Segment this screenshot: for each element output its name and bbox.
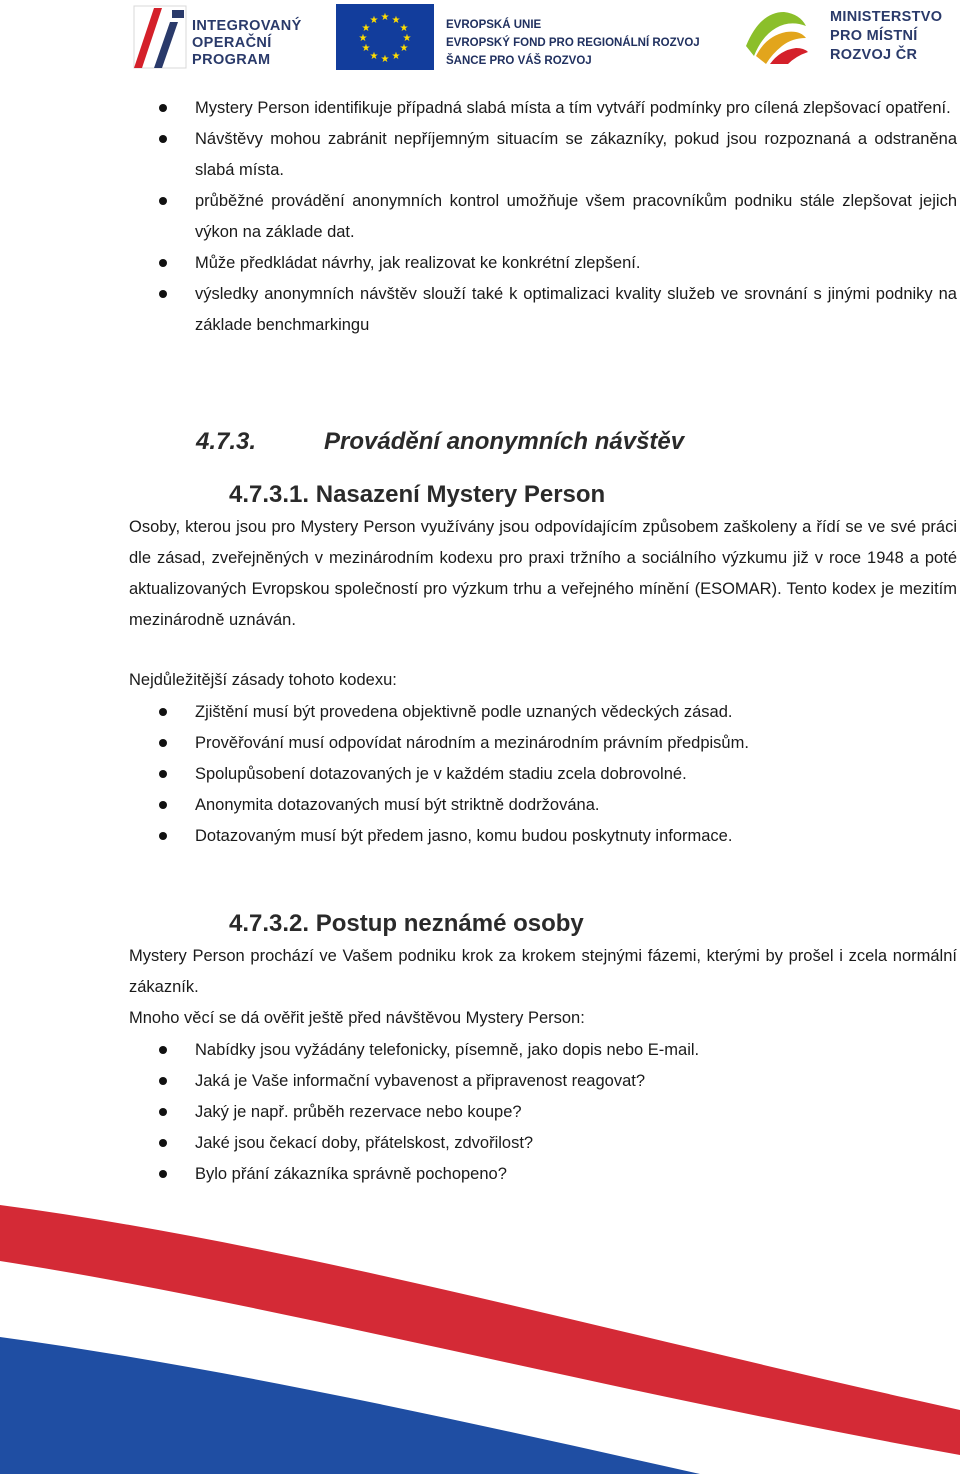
bullet-icon [159,1046,167,1054]
bullet-icon [159,290,167,298]
svg-text:★: ★ [380,12,390,23]
bullet-icon [159,104,167,112]
list-item [129,821,957,852]
bullet-icon [159,259,167,267]
list-item [129,124,957,186]
svg-text:★: ★ [391,15,401,26]
subsection-2-body [129,941,957,1034]
svg-text:★: ★ [358,33,368,44]
subsection-heading: 4.7.3.1. Nasazení Mystery Person [229,481,606,508]
iop-logo-text [192,18,302,69]
subsection-paragraph: Osoby, kterou jsou pro Mystery Person využívány jsou odpovídajícím způsobem zaškoleny a řídí se ve své práci dle zásad, zveřejněných v mezinárodním kodexu pro praxi tržního a sociálního výzkumu již v roce 1948 a poté aktualizovaných Evropskou společností pro výzkum trhu a veřejného mínění (ESOMAR). Tento kodex je mezitím mezinárodně uznáván. [129,518,957,629]
mmr-logo-line: MINISTERSTVO [830,9,943,25]
mmr-emblem-icon [740,6,812,68]
iop-logo [132,4,307,70]
svg-text:★: ★ [369,51,379,62]
principles-intro [129,665,957,696]
list-item [129,1066,957,1097]
list-item [129,1128,957,1159]
svg-text:★: ★ [402,33,412,44]
mmr-logo-line: ROZVOJ ČR [830,47,918,63]
bullet-icon [159,770,167,778]
svg-text:★: ★ [399,43,409,54]
benefits-list [129,93,957,341]
bullet-icon [159,1139,167,1147]
iop-emblem-icon [132,4,188,70]
benefits-section [129,93,957,341]
list-item [129,759,957,790]
list-item-text: Jaký je např. průběh rezervace nebo koupe? [195,1103,522,1121]
subsection-1-body [129,512,957,636]
list-item-text: výsledky anonymních návštěv slouží také k optimalizaci kvality služeb ve srovnání s jinými podniky na základe benchmarkingu [195,285,957,334]
footer-swoosh-decoration [0,1205,960,1474]
bullet-icon [159,1108,167,1116]
eu-logo-line: ŠANCE PRO VÁŠ ROZVOJ [446,55,592,67]
subsection-paragraph: Mystery Person prochází ve Vašem podniku krok za krokem stejnými fázemi, kterými by prošel i zcela normální zákazník. [129,947,957,996]
list-item-text: Bylo přání zákazníka správně pochopeno? [195,1165,507,1183]
list-item-text: Nabídky jsou vyžádány telefonicky, písemně, jako dopis nebo E-mail. [195,1041,700,1059]
list-item [129,248,957,279]
list-item [129,1159,957,1190]
principles-list [129,697,957,852]
section-number: 4.7.3. [196,428,257,455]
checks-list [129,1035,957,1190]
mmr-logo-line: PRO MÍSTNÍ [830,28,918,44]
eu-logo [336,4,700,70]
list-item-text: Anonymita dotazovaných musí být striktně dodržována. [195,796,600,814]
list-item [129,186,957,248]
list-item [129,1035,957,1066]
bullet-icon [159,801,167,809]
list-item-text: Spolupůsobení dotazovaných je v každém stadiu zcela dobrovolné. [195,765,687,783]
svg-text:★: ★ [361,43,371,54]
list-item-text: Mystery Person identifikuje případná slabá místa a tím vytváří podmínky pro cílená zlepšovací opatření. [195,99,951,117]
bullet-icon [159,197,167,205]
svg-text:★: ★ [369,15,379,26]
list-item-text: Prověřování musí odpovídat národním a mezinárodním právním předpisům. [195,734,749,752]
iop-logo-line: INTEGROVANÝ [192,18,302,34]
list-item-text: Jaká je Vaše informační vybavenost a připravenost reagovat? [195,1072,646,1090]
list-item [129,93,957,124]
header-logos [0,0,960,75]
eu-logo-text [446,16,700,70]
checks-section [129,1035,957,1190]
list-item-text: Jaké jsou čekací doby, přátelskost, zdvořilost? [195,1134,534,1152]
list-item [129,1097,957,1128]
list-item [129,279,957,341]
mmr-logo-text [830,8,942,65]
bullet-icon [159,1170,167,1178]
list-intro: Mnoho věcí se dá ověřit ještě před návštěvou Mystery Person: [129,1009,585,1027]
list-item [129,697,957,728]
bullet-icon [159,832,167,840]
list-item [129,790,957,821]
list-item-text: Zjištění musí být provedena objektivně podle uznaných vědeckých zásad. [195,703,733,721]
list-intro: Nejdůležitější zásady tohoto kodexu: [129,671,397,689]
bullet-icon [159,739,167,747]
principles-section [129,697,957,852]
bullet-icon [159,708,167,716]
bullet-icon [159,1077,167,1085]
eu-flag-icon [336,4,434,70]
list-item-text: Návštěvy mohou zabránit nepříjemným situacím se zákazníky, pokud jsou rozpoznaná a odstraněna slabá místa. [195,130,957,179]
svg-text:★: ★ [361,23,371,34]
eu-logo-line: EVROPSKÝ FOND PRO REGIONÁLNÍ ROZVOJ [446,37,700,49]
svg-text:★: ★ [399,23,409,34]
section-title: Provádění anonymních návštěv [324,428,685,455]
bullet-icon [159,135,167,143]
iop-logo-line: OPERAČNÍ [192,35,272,51]
svg-text:★: ★ [391,51,401,62]
list-item [129,728,957,759]
mmr-logo [740,6,960,68]
list-item-text: Může předkládat návrhy, jak realizovat ke konkrétní zlepšení. [195,254,641,272]
section-heading [196,428,684,456]
svg-text:★: ★ [380,54,390,65]
list-item-text: Dotazovaným musí být předem jasno, komu budou poskytnuty informace. [195,827,733,845]
eu-logo-line: EVROPSKÁ UNIE [446,19,542,31]
list-item-text: průběžné provádění anonymních kontrol umožňuje všem pracovníkům podniku stále zlepšovat jejich výkon na základe dat. [195,192,957,241]
subsection-heading: 4.7.3.2. Postup neznámé osoby [229,910,584,937]
iop-logo-line: PROGRAM [192,52,271,68]
